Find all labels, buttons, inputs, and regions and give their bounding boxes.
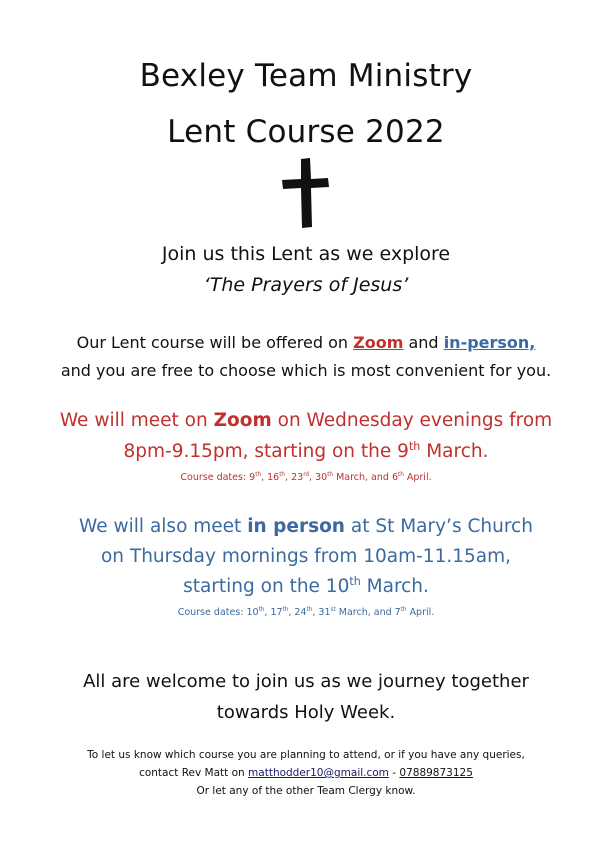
person-date-text: April. <box>409 607 435 618</box>
person-date-sup: th <box>306 606 313 613</box>
zoom-date-sup: th <box>398 471 404 478</box>
zoom-line-2-sup: th <box>408 439 421 453</box>
offer-line-2: and you are free to choose which is most convenient for you. <box>60 361 552 380</box>
person-line-2: on Thursday mornings from 10am-11.15am, <box>100 546 511 567</box>
person-line-1 <box>0 516 612 537</box>
zoom-line-2-pre: 8pm-9.15pm, starting on the 9 <box>123 441 409 462</box>
footer-sep: - <box>392 767 397 779</box>
person-date-text: March, and 7 <box>338 607 401 618</box>
footer-contact: contact Rev Matt on <box>139 767 245 779</box>
zoom-line-2 <box>0 441 612 462</box>
zoom-date-sup: th <box>327 471 334 478</box>
person-date-text: , 17 <box>264 607 283 618</box>
intro-line-2: ‘The Prayers of Jesus’ <box>203 274 409 296</box>
phone-number[interactable]: 07889873125 <box>399 767 473 779</box>
welcome-line-1: All are welcome to join us as we journey together <box>83 671 529 692</box>
welcome-line-2: towards Holy Week. <box>216 702 396 723</box>
zoom-dates <box>0 472 612 483</box>
person-line-3-pre: starting on the 10 <box>183 576 350 597</box>
zoom-date-sup: th <box>255 471 262 478</box>
person-date-sup: th <box>258 606 265 613</box>
zoom-date-sup: th <box>279 471 286 478</box>
zoom-line-1-pre: We will meet on <box>59 410 208 431</box>
person-line-3-sup: th <box>349 574 361 588</box>
person-line-1-bold: in person <box>247 516 345 537</box>
footer-line-1: To let us know which course you are planning to attend, or if you have any queries, <box>87 749 525 761</box>
person-line-3-post: March. <box>366 576 429 597</box>
in-person-link[interactable]: in-person, <box>443 333 536 352</box>
person-dates <box>0 607 612 618</box>
cross-icon <box>282 157 330 229</box>
title-line-2: Lent Course 2022 <box>167 114 445 150</box>
offer-and: and <box>408 333 439 352</box>
zoom-date-sup: rd <box>303 471 310 478</box>
zoom-date-text: , 16 <box>261 472 280 483</box>
person-dates-pre: Course dates: 10 <box>177 607 259 618</box>
person-line-3 <box>0 576 612 597</box>
person-date-sup: th <box>400 606 407 613</box>
footer-line-2 <box>0 767 612 779</box>
zoom-date-text: , 23 <box>285 472 304 483</box>
zoom-link[interactable]: Zoom <box>353 333 404 352</box>
zoom-line-2-post: March. <box>426 441 489 462</box>
person-line-1-post: at St Mary’s Church <box>350 516 533 537</box>
person-date-text: , 24 <box>288 607 307 618</box>
email-link[interactable]: matthodder10@gmail.com <box>248 767 389 779</box>
intro-line-1: Join us this Lent as we explore <box>161 243 451 265</box>
zoom-date-text: March, and 6 <box>336 472 398 483</box>
offer-line-1 <box>0 333 612 352</box>
zoom-line-1-zoom: Zoom <box>213 410 272 431</box>
zoom-date-text: April. <box>406 472 432 483</box>
person-date-sup: st <box>330 606 336 613</box>
person-date-sup: th <box>282 606 289 613</box>
footer-line-3: Or let any of the other Team Clergy know. <box>196 785 416 797</box>
zoom-dates-pre: Course dates: 9 <box>180 472 256 483</box>
zoom-line-1 <box>0 410 612 431</box>
offer-prefix: Our Lent course will be offered on <box>76 333 349 352</box>
title-line-1: Bexley Team Ministry <box>139 58 473 94</box>
person-line-1-pre: We will also meet <box>79 516 242 537</box>
zoom-line-1-post: on Wednesday evenings from <box>277 410 553 431</box>
zoom-date-text: , 30 <box>309 472 328 483</box>
person-date-text: , 31 <box>312 607 331 618</box>
